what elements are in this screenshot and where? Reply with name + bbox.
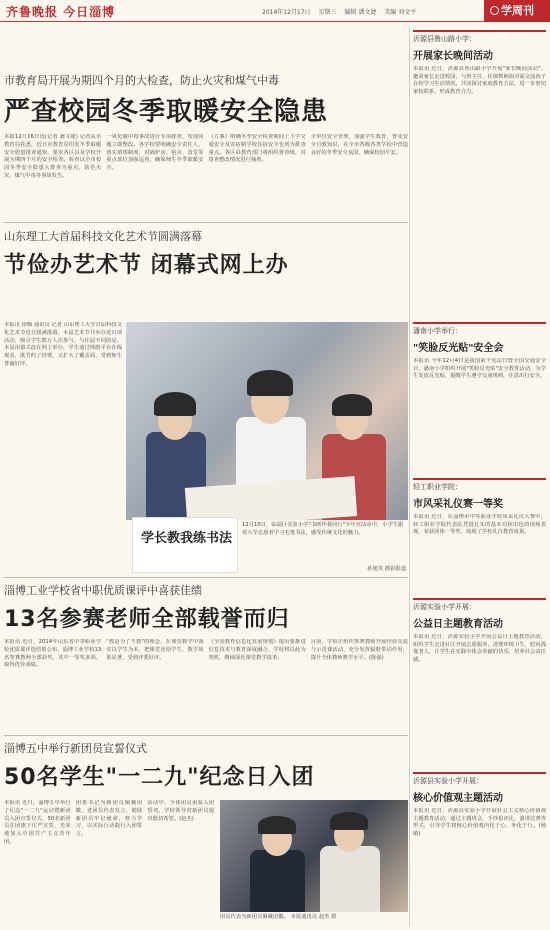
article-title: 严查校园冬季取暖安全隐患 — [4, 97, 329, 127]
page-number: C05 — [493, 30, 508, 38]
side-title: 公益日主题教育活动 — [413, 619, 503, 630]
photo-caption: 团员代表为新团员佩戴团徽。 本报通讯员 赵杰 摄 — [220, 914, 337, 920]
side-item-4 — [413, 598, 546, 754]
article-column: 全单位安全管理，加强学生教育，普及安全自救知识，在全市各级各类学校中营造良好的冬季安全氛围，确保校园平安。 — [310, 134, 408, 156]
side-kicker: 沂源县实验小学开展： — [413, 772, 546, 786]
article-body — [4, 800, 214, 922]
article-column: "教是为了不教"的理念，在课堂教学中落实以学生为本，把课堂还给学生，教学效果显著，受到评委好评。 — [106, 639, 204, 661]
side-kicker: 潘南小学举行： — [413, 322, 546, 336]
issue-date: 2014年12月17日 — [262, 9, 311, 16]
section-badge — [484, 0, 550, 38]
divider — [4, 222, 408, 223]
masthead — [0, 0, 550, 38]
side-title: 核心价值观主题活动 — [413, 793, 503, 804]
bell-icon — [490, 6, 499, 15]
side-item-1 — [413, 30, 546, 181]
article-subtitle: 山东理工大首届科技文化艺术节圆满落幕 — [4, 230, 202, 243]
article-title: 50名学生"一二九"纪念日入团 — [4, 765, 315, 790]
side-title: "笑脸反光贴"安全会 — [413, 343, 504, 354]
article-column: 本报讯 近日，2014年山东省中等职业学校优质课评选结果公布，淄博工业学校13名参赛教师全部获奖，其中一等奖多项，取得优异成绩。 — [4, 639, 102, 669]
article-column: 目前，学校正组织参赛教师开展经验交流与示范课活动，充分发挥辐射带动作用，提升全体教师教学水平。(陈强) — [310, 639, 408, 661]
side-text: 本报讯 近日，沂源县鲁山路小学开展"家长晚间活动"，邀请家长走进校园，与班主任、任课教师面对面交流孩子在校学习生活情况，共同探讨家庭教育方法，进一步密切家校联系，形成教育合力。 — [413, 66, 546, 95]
article-title: 13名参赛老师全部载誉而归 — [4, 607, 290, 632]
divider — [4, 577, 408, 578]
article-subtitle: 市教育局开展为期四个月的大检查，防止火灾和煤气中毒 — [4, 74, 279, 87]
article-column: 本报12月16日讯(记者 潘文婕) 记者从市教育局获悉，近日市教育局印发冬季取暖安全隐患排查通知，要求各区县及学校开展为期四个月的安全检查。检查以全市校园冬季安全隐患大排查为重点，防范火灾、煤气中毒等事故发生。 — [4, 134, 102, 179]
side-text: 本报讯 近日，在淄博市中等职业学校风采礼仪大赛中，轻工职业学院代表队凭借扎实的基本功和出色的现场表现，荣获团体一等奖，展现了学校礼仪教育成果。 — [413, 514, 546, 536]
side-item-3 — [413, 478, 546, 606]
divider — [4, 735, 408, 736]
article-column: 本报讯 近日，淄博五中举行了纪念"一二九"运动暨新团员入团宣誓仪式，50名新团员在团旗下庄严宣誓，光荣地加入中国共产主义青年团。 — [4, 800, 71, 845]
newspaper-logo: 齐鲁晚报 今日淄博 — [6, 5, 116, 19]
article-subtitle: 淄博工业学校省中职优质课评中喜获佳绩 — [4, 584, 202, 597]
issue-editor: 编辑 潘文婕 — [344, 9, 377, 16]
photo-label: 学长教我练书法 — [141, 531, 233, 546]
article-column: 《全国教育信息化发展规划》提出要推进信息技术与教育深度融合，学校将以此为契机，继续深化课堂教学改革。 — [208, 639, 306, 661]
section-name: 学周刊 — [501, 4, 534, 17]
side-kicker: 轻工职业学院： — [413, 478, 546, 492]
league-oath-photo — [220, 800, 408, 912]
article-column: 活动中，全体团员重温入团誓词，学校领导对新团员提出殷切希望。(赵杰) — [147, 800, 215, 822]
side-item-2 — [413, 322, 546, 450]
photo-label-box — [132, 517, 238, 573]
article-column: 团委书记为新团员佩戴团徽，老团员代表发言，勉励新团员牢记使命，努力学习，以实际行动践行入团誓言。 — [75, 800, 143, 838]
article-art-festival — [4, 228, 408, 279]
article-subtitle: 淄博五中举行新团员宣誓仪式 — [4, 742, 147, 755]
side-text: 本报讯 近日，沂源实验小学开展公益日主题教育活动，组织学生走进社区开展志愿服务，清理环境卫生，慰问孤寡老人，让学生在实践中体会奉献的快乐，培养社会责任感。 — [413, 634, 546, 663]
side-title: 开展家长晚间活动 — [413, 51, 493, 62]
side-text: 本报讯 今年12月4日是我国第个宪法日暨全国交通安全日，潘南小学组织开展"笑脸反光贴"安全教育活动，为学生发放反光贴，提醒学生遵守交通规则，注意出行安全。 — [413, 358, 546, 380]
side-title: 市风采礼仪赛一等奖 — [413, 499, 503, 510]
side-kicker: 沂源实验小学开展： — [413, 598, 546, 612]
photo-credit: 孙旭英 摄影报道 — [367, 566, 406, 572]
column-divider — [409, 26, 410, 926]
article-body — [4, 134, 408, 230]
article-column: 一氧化碳中毒事故进行专项排查，发现问题立即整改。各学校要明确安全责任人，落实值班制度，对锅炉房、宿舍、食堂等重点部位加强巡查，确保师生冬季取暖安全。 — [106, 134, 204, 172]
article-league-oath — [4, 740, 408, 791]
side-item-5 — [413, 772, 546, 930]
article-column: 《方案》明确冬季安全检查期间上下学交通安全及寄宿制学校住宿安全也列为排查重点。各区县教育部门将组织督查组，对排查整改情况进行抽查。 — [208, 134, 306, 164]
article-teacher-awards — [4, 582, 408, 719]
issue-designer: 美编 刘文平 — [384, 9, 417, 16]
calligraphy-photo — [126, 322, 408, 520]
issue-meta — [262, 7, 422, 16]
article-body — [4, 639, 408, 719]
photo-caption: 12月10日，临淄区实验小学"书画伴我同行"少年宫活动中，小学生跟着大学志愿者学习毛笔书法，感受传统文化的魅力。 — [242, 522, 404, 536]
issue-weekday: 星期三 — [318, 9, 337, 16]
side-text: 本报讯 近日，沂源县实验小学开展社会主义核心价值观主题教育活动，通过主题班会、手抄报评比、演讲比赛等形式，引导学生将核心价值观内化于心、外化于行。(杨敏) — [413, 808, 546, 837]
article-title: 节俭办艺术节 闭幕式网上办 — [4, 253, 289, 278]
article-column: 本报讯 徐梅 通讯员 记者 山东理工大学首届科技文化艺术节近日圆满落幕。本届艺术节共举办近百项活动，吸引学生数万人次参与。与往届不同的是，本届闭幕式改在网上举办，学生通过网络平台在线观看，既节约了经费，又扩大了覆盖面，受到师生普遍好评。 — [4, 322, 122, 367]
side-kicker: 沂源县鲁山路小学： — [413, 30, 546, 44]
article-heating-safety — [4, 72, 408, 230]
